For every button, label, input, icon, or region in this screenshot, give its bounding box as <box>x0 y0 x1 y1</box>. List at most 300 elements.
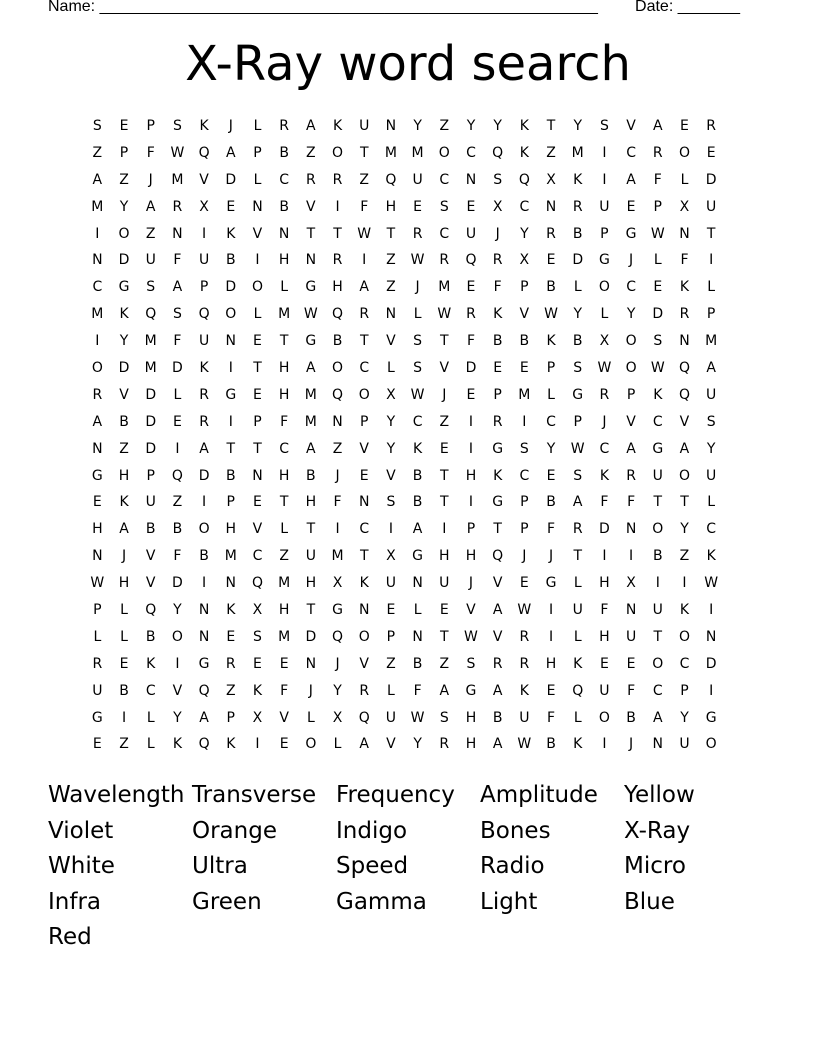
grid-cell[interactable]: P <box>573 413 582 430</box>
grid-cell[interactable]: U <box>385 575 397 592</box>
grid-cell[interactable]: H <box>465 548 477 565</box>
grid-cell[interactable]: N <box>358 602 370 619</box>
grid-cell[interactable]: R <box>519 655 530 672</box>
grid-cell[interactable]: B <box>332 333 343 350</box>
grid-cell[interactable]: T <box>680 494 689 511</box>
grid-cell[interactable]: E <box>680 118 689 134</box>
grid-cell[interactable]: E <box>466 279 476 296</box>
grid-cell[interactable]: J <box>548 548 554 565</box>
grid-cell[interactable]: O <box>678 467 690 484</box>
grid-cell[interactable]: E <box>386 602 396 619</box>
grid-cell[interactable]: F <box>680 252 689 269</box>
grid-cell[interactable]: B <box>199 548 209 565</box>
grid-cell[interactable]: Q <box>145 602 157 619</box>
grid-cell[interactable]: I <box>175 655 180 672</box>
grid-cell[interactable]: M <box>278 306 291 323</box>
grid-cell[interactable]: X <box>386 548 396 565</box>
grid-cell[interactable]: T <box>440 494 449 511</box>
grid-cell[interactable]: Z <box>439 118 450 134</box>
grid-cell[interactable]: V <box>359 655 369 672</box>
grid-cell[interactable]: Q <box>198 736 210 753</box>
grid-cell[interactable]: J <box>629 736 634 753</box>
grid-cell[interactable]: O <box>225 306 237 323</box>
grid-cell[interactable]: Z <box>92 144 103 161</box>
grid-cell[interactable]: W <box>597 360 612 377</box>
grid-cell[interactable]: G <box>91 467 103 484</box>
grid-cell[interactable]: G <box>412 548 424 565</box>
grid-cell[interactable]: L <box>146 736 155 753</box>
grid-cell[interactable]: U <box>412 171 423 188</box>
grid-cell[interactable]: F <box>173 252 182 269</box>
grid-cell[interactable]: E <box>546 252 556 269</box>
grid-cell[interactable]: I <box>602 171 607 188</box>
grid-cell[interactable]: H <box>118 575 130 592</box>
grid-cell[interactable]: U <box>652 602 663 619</box>
grid-cell[interactable]: R <box>466 306 476 323</box>
grid-cell[interactable]: U <box>439 575 450 592</box>
grid-cell[interactable]: P <box>706 306 716 323</box>
grid-cell[interactable]: Z <box>119 171 129 188</box>
grid-cell[interactable]: X <box>386 386 396 403</box>
grid-cell[interactable]: Z <box>439 655 450 672</box>
grid-cell[interactable]: N <box>679 225 690 242</box>
grid-cell[interactable]: R <box>492 252 503 269</box>
grid-cell[interactable]: P <box>146 467 155 484</box>
grid-cell[interactable]: V <box>492 575 503 592</box>
grid-cell[interactable]: Y <box>466 118 476 134</box>
grid-cell[interactable]: Y <box>573 306 582 323</box>
grid-cell[interactable]: A <box>492 682 503 699</box>
grid-cell[interactable]: H <box>278 386 290 403</box>
grid-cell[interactable]: A <box>492 602 503 619</box>
grid-cell[interactable]: M <box>304 386 317 403</box>
grid-cell[interactable]: Y <box>386 413 396 430</box>
grid-cell[interactable]: G <box>492 440 504 457</box>
grid-cell[interactable]: K <box>493 306 503 323</box>
grid-cell[interactable]: L <box>707 494 716 511</box>
grid-cell[interactable]: S <box>706 413 716 430</box>
grid-cell[interactable]: I <box>228 360 233 377</box>
grid-cell[interactable]: K <box>519 144 529 161</box>
grid-cell[interactable]: T <box>333 225 342 242</box>
grid-cell[interactable]: G <box>705 709 717 726</box>
grid-cell[interactable]: R <box>359 306 370 323</box>
grid-cell[interactable]: Z <box>546 144 556 161</box>
grid-cell[interactable]: Y <box>413 118 422 134</box>
grid-cell[interactable]: E <box>253 333 262 350</box>
grid-cell[interactable]: O <box>91 360 103 377</box>
grid-cell[interactable]: J <box>308 682 313 699</box>
grid-cell[interactable]: L <box>146 709 155 726</box>
grid-cell[interactable]: T <box>706 225 716 242</box>
grid-cell[interactable]: I <box>709 252 714 269</box>
grid-cell[interactable]: I <box>362 252 367 269</box>
grid-cell[interactable]: M <box>331 548 344 565</box>
grid-cell[interactable]: M <box>278 628 291 645</box>
grid-cell[interactable]: Y <box>386 440 396 457</box>
grid-cell[interactable]: B <box>119 682 129 699</box>
grid-cell[interactable]: T <box>253 440 262 457</box>
grid-cell[interactable]: I <box>228 413 233 430</box>
grid-cell[interactable]: L <box>653 252 662 269</box>
grid-cell[interactable]: D <box>705 655 717 672</box>
grid-cell[interactable]: F <box>547 521 556 538</box>
grid-cell[interactable]: X <box>519 252 530 269</box>
grid-cell[interactable]: Z <box>306 144 316 161</box>
grid-cell[interactable]: J <box>415 279 420 296</box>
grid-cell[interactable]: B <box>626 709 636 726</box>
grid-cell[interactable]: H <box>385 198 397 215</box>
grid-cell[interactable]: O <box>251 279 263 296</box>
grid-cell[interactable]: K <box>546 333 556 350</box>
grid-cell[interactable]: X <box>252 709 263 726</box>
grid-cell[interactable]: W <box>170 144 185 161</box>
grid-cell[interactable]: L <box>707 279 716 296</box>
grid-cell[interactable]: M <box>144 360 157 377</box>
grid-cell[interactable]: B <box>546 494 556 511</box>
grid-cell[interactable]: W <box>90 575 105 592</box>
grid-cell[interactable]: I <box>335 198 340 215</box>
grid-cell[interactable]: D <box>305 628 317 645</box>
grid-cell[interactable]: K <box>573 655 583 672</box>
grid-cell[interactable]: H <box>465 467 477 484</box>
grid-cell[interactable]: S <box>386 494 396 511</box>
grid-cell[interactable]: X <box>332 575 343 592</box>
grid-cell[interactable]: V <box>679 413 690 430</box>
grid-cell[interactable]: M <box>224 548 237 565</box>
grid-cell[interactable]: I <box>202 575 207 592</box>
grid-cell[interactable]: O <box>625 333 637 350</box>
grid-cell[interactable]: N <box>412 575 423 592</box>
grid-cell[interactable]: A <box>439 682 450 699</box>
grid-cell[interactable]: Z <box>386 655 396 672</box>
grid-cell[interactable]: C <box>706 521 717 538</box>
grid-cell[interactable]: K <box>226 602 236 619</box>
grid-cell[interactable]: D <box>118 360 130 377</box>
grid-cell[interactable]: I <box>522 413 527 430</box>
grid-cell[interactable]: H <box>305 575 317 592</box>
grid-cell[interactable]: W <box>410 709 425 726</box>
grid-cell[interactable]: N <box>92 252 103 269</box>
grid-cell[interactable]: P <box>359 413 369 430</box>
grid-cell[interactable]: U <box>679 736 690 753</box>
grid-cell[interactable]: P <box>520 279 529 296</box>
grid-cell[interactable]: Y <box>493 118 502 134</box>
grid-cell[interactable]: B <box>546 736 556 753</box>
grid-cell[interactable]: V <box>626 413 636 430</box>
grid-cell[interactable]: H <box>465 709 477 726</box>
grid-cell[interactable]: B <box>572 225 583 242</box>
grid-cell[interactable]: I <box>121 709 127 726</box>
grid-cell[interactable]: G <box>492 494 504 511</box>
grid-cell[interactable]: R <box>572 198 583 215</box>
grid-cell[interactable]: Y <box>680 521 689 538</box>
grid-cell[interactable]: D <box>145 386 157 403</box>
grid-cell[interactable]: W <box>544 306 558 323</box>
grid-cell[interactable]: S <box>653 333 663 350</box>
grid-cell[interactable]: W <box>570 440 585 457</box>
grid-cell[interactable]: W <box>410 252 425 269</box>
grid-cell[interactable]: S <box>519 440 529 457</box>
grid-cell[interactable]: O <box>625 360 637 377</box>
grid-cell[interactable]: C <box>359 521 370 538</box>
grid-cell[interactable]: J <box>121 548 127 565</box>
grid-cell[interactable]: B <box>145 628 156 645</box>
grid-cell[interactable]: P <box>119 144 129 161</box>
grid-cell[interactable]: B <box>306 467 316 484</box>
grid-cell[interactable]: M <box>571 144 584 161</box>
grid-cell[interactable]: I <box>602 548 607 565</box>
grid-cell[interactable]: I <box>255 736 260 753</box>
grid-cell[interactable]: T <box>306 602 316 619</box>
grid-cell[interactable]: U <box>359 118 370 134</box>
grid-cell[interactable]: L <box>333 736 342 753</box>
grid-cell[interactable]: P <box>626 386 636 403</box>
grid-cell[interactable]: I <box>388 521 393 538</box>
grid-cell[interactable]: W <box>650 360 665 377</box>
grid-cell[interactable]: G <box>652 440 664 457</box>
grid-cell[interactable]: A <box>92 171 103 188</box>
grid-cell[interactable]: D <box>465 360 477 377</box>
grid-cell[interactable]: N <box>225 333 237 350</box>
grid-cell[interactable]: U <box>519 709 530 726</box>
grid-cell[interactable]: D <box>572 252 584 269</box>
grid-cell[interactable]: I <box>175 440 180 457</box>
grid-cell[interactable]: W <box>464 628 478 645</box>
grid-cell[interactable]: C <box>279 440 290 457</box>
grid-cell[interactable]: N <box>625 602 637 619</box>
grid-cell[interactable]: L <box>573 709 582 726</box>
grid-cell[interactable]: O <box>678 628 690 645</box>
grid-cell[interactable]: A <box>626 440 636 457</box>
grid-cell[interactable]: Q <box>198 682 210 699</box>
grid-cell[interactable]: X <box>546 171 556 188</box>
grid-cell[interactable]: U <box>145 494 156 511</box>
grid-cell[interactable]: O <box>598 709 610 726</box>
grid-cell[interactable]: Y <box>626 306 636 323</box>
grid-cell[interactable]: U <box>625 628 637 645</box>
grid-cell[interactable]: X <box>199 198 209 215</box>
grid-cell[interactable]: K <box>573 171 583 188</box>
grid-cell[interactable]: V <box>439 360 450 377</box>
grid-cell[interactable]: K <box>519 118 529 134</box>
grid-cell[interactable]: G <box>572 386 584 403</box>
grid-cell[interactable]: F <box>173 548 182 565</box>
grid-cell[interactable]: I <box>548 602 554 619</box>
grid-cell[interactable]: R <box>412 225 423 242</box>
grid-cell[interactable]: C <box>626 144 636 161</box>
grid-cell[interactable]: N <box>252 198 263 215</box>
grid-cell[interactable]: E <box>172 413 182 430</box>
grid-cell[interactable]: Y <box>173 602 182 619</box>
grid-cell[interactable]: A <box>199 440 209 457</box>
grid-cell[interactable]: O <box>598 279 610 296</box>
grid-cell[interactable]: E <box>253 494 262 511</box>
grid-cell[interactable]: F <box>146 144 155 161</box>
grid-cell[interactable]: T <box>359 333 369 350</box>
grid-cell[interactable]: D <box>652 306 664 323</box>
grid-cell[interactable]: Q <box>492 548 504 565</box>
grid-cell[interactable]: O <box>678 144 690 161</box>
grid-cell[interactable]: I <box>468 494 474 511</box>
grid-cell[interactable]: L <box>253 306 262 323</box>
grid-cell[interactable]: T <box>653 628 663 645</box>
grid-cell[interactable]: G <box>198 655 210 672</box>
grid-cell[interactable]: R <box>172 198 183 215</box>
grid-cell[interactable]: J <box>442 386 447 403</box>
grid-cell[interactable]: M <box>91 306 104 323</box>
grid-cell[interactable]: A <box>492 736 503 753</box>
grid-cell[interactable]: P <box>253 413 262 430</box>
grid-cell[interactable]: R <box>439 252 450 269</box>
grid-cell[interactable]: E <box>626 198 636 215</box>
grid-cell[interactable]: I <box>442 521 447 538</box>
grid-cell[interactable]: N <box>198 602 210 619</box>
grid-cell[interactable]: U <box>706 198 717 215</box>
grid-cell[interactable]: S <box>439 709 449 726</box>
grid-cell[interactable]: F <box>360 198 369 215</box>
grid-cell[interactable]: F <box>627 494 636 511</box>
grid-cell[interactable]: N <box>465 171 477 188</box>
grid-cell[interactable]: F <box>280 413 289 430</box>
grid-cell[interactable]: T <box>386 225 396 242</box>
grid-cell[interactable]: L <box>413 306 422 323</box>
grid-cell[interactable]: M <box>518 386 531 403</box>
grid-cell[interactable]: Q <box>465 252 477 269</box>
grid-cell[interactable]: I <box>602 144 607 161</box>
grid-cell[interactable]: O <box>652 655 664 672</box>
grid-cell[interactable]: P <box>680 682 689 699</box>
grid-cell[interactable]: A <box>652 709 663 726</box>
grid-cell[interactable]: P <box>253 144 262 161</box>
grid-cell[interactable]: L <box>573 575 582 592</box>
grid-cell[interactable]: H <box>332 279 343 296</box>
grid-cell[interactable]: Q <box>332 306 344 323</box>
grid-cell[interactable]: E <box>279 655 289 672</box>
grid-cell[interactable]: J <box>495 225 500 242</box>
grid-cell[interactable]: R <box>359 682 370 699</box>
grid-cell[interactable]: N <box>679 333 690 350</box>
grid-cell[interactable]: F <box>333 494 342 511</box>
grid-cell[interactable]: Q <box>385 171 397 188</box>
grid-cell[interactable]: V <box>386 736 396 753</box>
date-field[interactable]: Date: _______ <box>635 0 740 15</box>
grid-cell[interactable]: Z <box>145 225 156 242</box>
grid-cell[interactable]: C <box>626 279 636 296</box>
grid-cell[interactable]: X <box>679 198 690 215</box>
grid-cell[interactable]: I <box>335 521 340 538</box>
grid-cell[interactable]: I <box>255 252 260 269</box>
grid-cell[interactable]: A <box>306 360 316 377</box>
grid-cell[interactable]: F <box>600 494 609 511</box>
grid-cell[interactable]: D <box>145 413 157 430</box>
grid-cell[interactable]: O <box>332 144 344 161</box>
grid-cell[interactable]: R <box>92 655 103 672</box>
grid-cell[interactable]: W <box>517 736 532 753</box>
grid-cell[interactable]: T <box>306 225 316 242</box>
grid-cell[interactable]: S <box>172 306 182 323</box>
grid-cell[interactable]: A <box>412 521 423 538</box>
grid-cell[interactable]: C <box>652 682 663 699</box>
grid-cell[interactable]: I <box>468 413 474 430</box>
grid-cell[interactable]: T <box>440 333 449 350</box>
grid-cell[interactable]: F <box>173 333 182 350</box>
grid-cell[interactable]: H <box>278 602 290 619</box>
grid-cell[interactable]: I <box>202 494 207 511</box>
grid-cell[interactable]: K <box>706 548 716 565</box>
grid-cell[interactable]: A <box>92 413 103 430</box>
grid-cell[interactable]: R <box>519 628 530 645</box>
grid-cell[interactable]: Q <box>332 628 344 645</box>
grid-cell[interactable]: O <box>332 360 344 377</box>
grid-cell[interactable]: E <box>92 736 102 753</box>
grid-cell[interactable]: R <box>225 655 236 672</box>
grid-cell[interactable]: W <box>410 386 425 403</box>
grid-cell[interactable]: C <box>439 225 450 242</box>
grid-cell[interactable]: A <box>172 279 183 296</box>
grid-cell[interactable]: U <box>198 333 210 350</box>
grid-cell[interactable]: B <box>172 521 183 538</box>
grid-cell[interactable]: N <box>412 628 423 645</box>
grid-cell[interactable]: A <box>119 521 129 538</box>
grid-cell[interactable]: Q <box>572 682 584 699</box>
grid-cell[interactable]: L <box>120 628 128 645</box>
grid-cell[interactable]: N <box>305 655 317 672</box>
grid-cell[interactable]: P <box>226 494 235 511</box>
grid-cell[interactable]: Q <box>678 386 690 403</box>
grid-cell[interactable]: P <box>600 225 609 242</box>
grid-cell[interactable]: T <box>279 333 289 350</box>
grid-cell[interactable]: L <box>600 306 609 323</box>
grid-cell[interactable]: F <box>280 682 289 699</box>
grid-cell[interactable]: V <box>172 682 183 699</box>
grid-cell[interactable]: W <box>437 306 452 323</box>
grid-cell[interactable]: I <box>95 333 100 350</box>
grid-cell[interactable]: X <box>599 333 610 350</box>
grid-cell[interactable]: A <box>626 171 636 188</box>
grid-cell[interactable]: S <box>92 118 102 134</box>
grid-cell[interactable]: R <box>305 171 316 188</box>
grid-cell[interactable]: U <box>385 709 397 726</box>
grid-cell[interactable]: R <box>279 118 290 134</box>
grid-cell[interactable]: M <box>304 413 317 430</box>
grid-cell[interactable]: F <box>627 682 636 699</box>
grid-cell[interactable]: O <box>305 736 317 753</box>
grid-cell[interactable]: N <box>92 440 103 457</box>
grid-cell[interactable]: E <box>466 198 476 215</box>
grid-cell[interactable]: K <box>226 736 236 753</box>
grid-cell[interactable]: A <box>359 279 369 296</box>
grid-cell[interactable]: E <box>519 575 529 592</box>
grid-cell[interactable]: C <box>679 655 690 672</box>
grid-cell[interactable]: Z <box>225 682 236 699</box>
grid-cell[interactable]: R <box>706 118 717 134</box>
grid-cell[interactable]: U <box>706 386 717 403</box>
grid-cell[interactable]: H <box>599 575 610 592</box>
grid-cell[interactable]: R <box>492 413 503 430</box>
grid-cell[interactable]: C <box>519 467 530 484</box>
grid-cell[interactable]: H <box>545 655 557 672</box>
grid-cell[interactable]: K <box>653 386 663 403</box>
grid-cell[interactable]: Q <box>518 171 530 188</box>
grid-cell[interactable]: L <box>387 682 395 699</box>
grid-cell[interactable]: U <box>572 602 583 619</box>
name-field[interactable]: Name: ________________________________________________________ <box>48 0 598 15</box>
grid-cell[interactable]: N <box>385 118 397 134</box>
grid-cell[interactable]: Z <box>119 736 129 753</box>
grid-cell[interactable]: T <box>440 628 449 645</box>
grid-cell[interactable]: K <box>172 736 182 753</box>
